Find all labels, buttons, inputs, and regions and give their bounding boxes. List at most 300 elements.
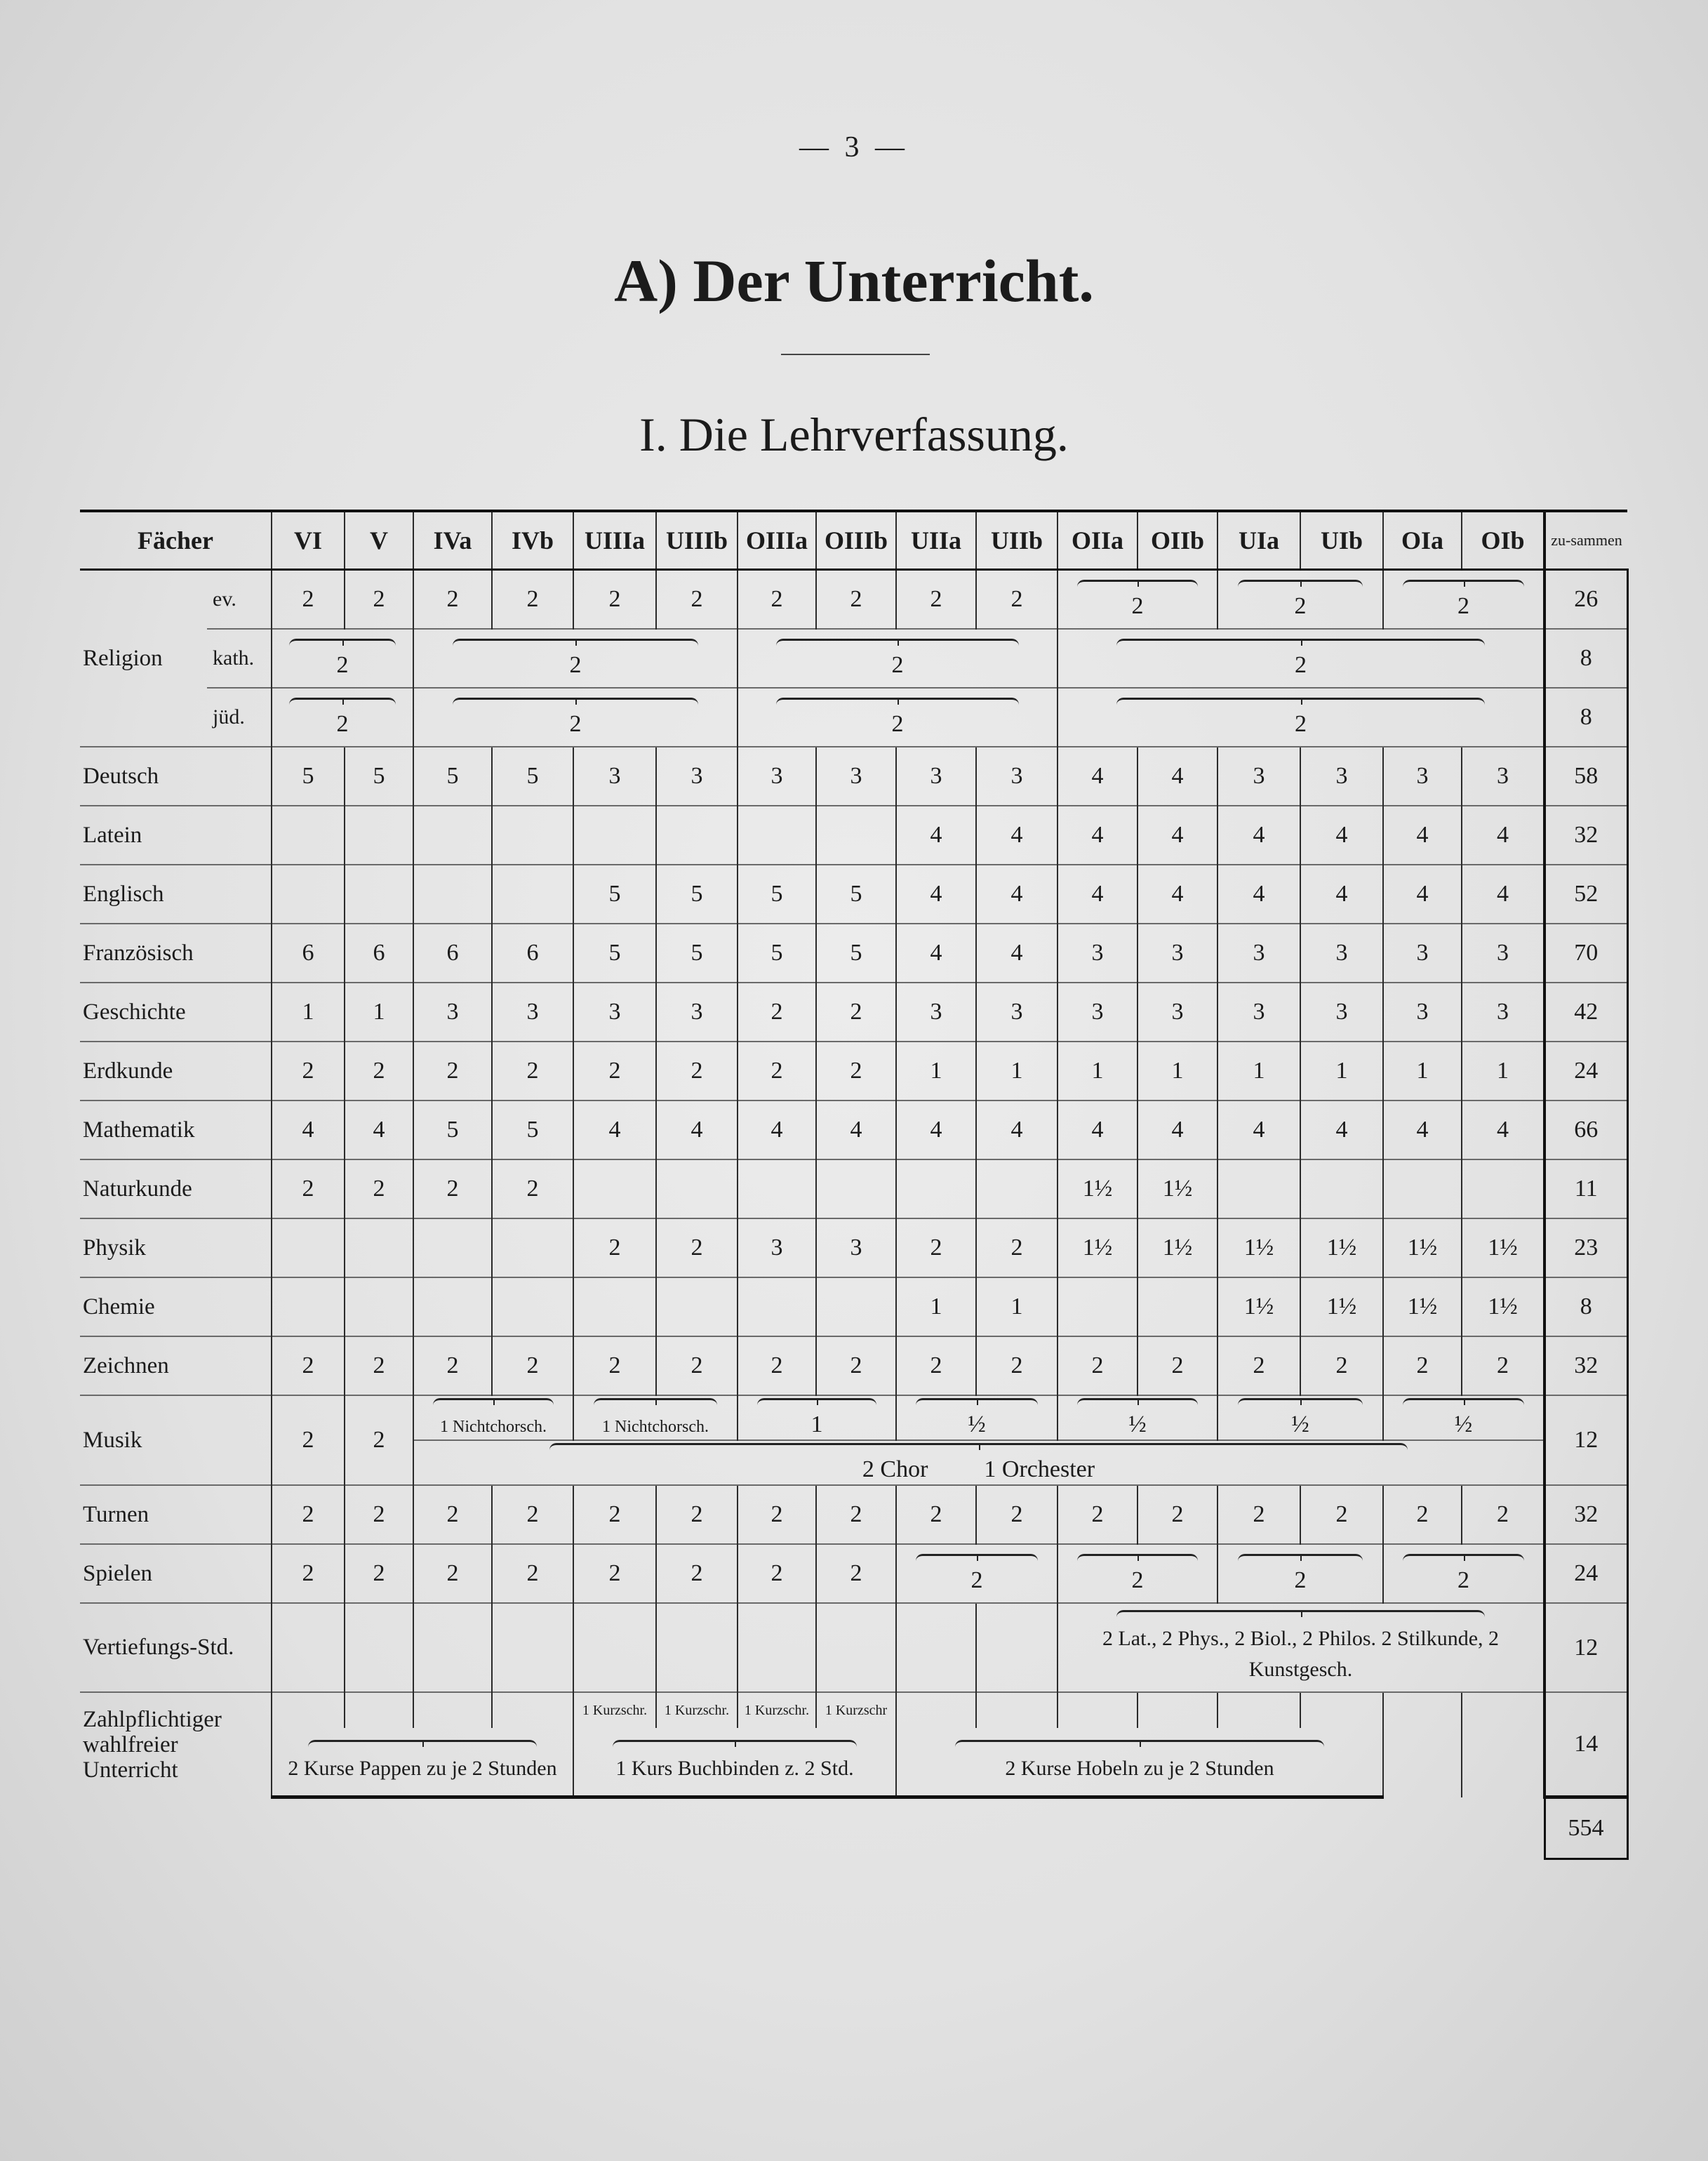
- cell-value: ½: [1454, 1411, 1473, 1437]
- table-cell: [1462, 1159, 1544, 1218]
- table-cell: [413, 1692, 492, 1728]
- cell-value: ½: [1128, 1411, 1147, 1437]
- table-cell: [1383, 1101, 1462, 1159]
- cell-value: 4: [1416, 822, 1429, 848]
- table-cell: [1137, 1159, 1217, 1218]
- table-cell: [345, 1692, 413, 1728]
- table-cell: [1217, 983, 1300, 1042]
- cell-value: 1: [1497, 1058, 1509, 1084]
- table-cell: [1137, 1101, 1217, 1159]
- row-total: [1544, 1544, 1627, 1603]
- row-label: [80, 1485, 272, 1544]
- cell-value: 1½: [1082, 1235, 1113, 1261]
- cell-value: 5: [850, 881, 862, 907]
- table-row: [80, 1485, 1627, 1544]
- brace-mark: [289, 639, 396, 648]
- table-cell: [345, 865, 413, 924]
- cell-value: 1½: [1488, 1235, 1518, 1261]
- table-cell: [1383, 1485, 1462, 1544]
- table-cell: [976, 865, 1058, 924]
- table-cell: [492, 983, 573, 1042]
- table-cell: [738, 688, 1058, 747]
- row-sublabel: [207, 629, 272, 688]
- header-col-OIIIb: OIIIb: [816, 511, 896, 570]
- row-total: [1544, 983, 1627, 1042]
- row-label-text: Latein: [83, 822, 142, 848]
- table-cell: [738, 806, 816, 865]
- table-cell: [1058, 1485, 1137, 1544]
- cell-value: 4: [1171, 822, 1184, 848]
- row-total: [1544, 806, 1627, 865]
- brace-mark: [613, 1740, 857, 1749]
- cell-value: 5: [770, 881, 783, 907]
- table-cell: [345, 1218, 413, 1277]
- table-cell: [1217, 1042, 1300, 1101]
- header-total: [1544, 511, 1627, 570]
- brace-mark: [594, 1398, 717, 1407]
- row-label-text: Geschichte: [83, 999, 186, 1025]
- table-cell: [1058, 747, 1137, 806]
- cell-value: 3: [1010, 999, 1023, 1025]
- cell-value: 2: [850, 1058, 862, 1084]
- table-cell: [1462, 1692, 1544, 1797]
- row-total: [1544, 1101, 1627, 1159]
- table-cell: [1058, 1042, 1137, 1101]
- row-label: [80, 1159, 272, 1218]
- table-cell: [738, 1336, 816, 1395]
- table-cell: [573, 1603, 656, 1692]
- table-cell: [1217, 1336, 1300, 1395]
- cell-value: 4: [1335, 822, 1348, 848]
- cell-value: 3: [446, 999, 459, 1025]
- table-cell: [896, 1603, 976, 1692]
- table-cell: [656, 1336, 738, 1395]
- table-cell: [573, 865, 656, 924]
- table-cell: [345, 1159, 413, 1218]
- row-total: [1544, 747, 1627, 806]
- table-cell: [413, 1544, 492, 1603]
- table-cell: [413, 629, 738, 688]
- table-cell: [896, 924, 976, 983]
- table-cell: [738, 570, 816, 630]
- table-cell: [413, 983, 492, 1042]
- cell-value: 1: [1091, 1058, 1104, 1084]
- cell-value: 3: [1497, 999, 1509, 1025]
- table-cell: [1217, 806, 1300, 865]
- cell-value: 2: [970, 1567, 983, 1593]
- cell-value: 3: [1335, 763, 1348, 789]
- course-cell: [573, 1728, 896, 1797]
- cell-value: 2: [1010, 1352, 1023, 1378]
- table-cell: [816, 1603, 896, 1692]
- cell-value: 5: [850, 940, 862, 966]
- cell-value: 2: [373, 1501, 385, 1527]
- row-label: [80, 1603, 272, 1692]
- table-cell: [272, 1277, 345, 1336]
- table-cell: [413, 806, 492, 865]
- table-cell: [1058, 1544, 1217, 1603]
- cell-value: 2: [608, 1058, 621, 1084]
- cell-value: 4: [1091, 881, 1104, 907]
- table-cell: [413, 1277, 492, 1336]
- row-label: [80, 983, 272, 1042]
- table-cell: [413, 1336, 492, 1395]
- cell-value: 2: [1335, 1501, 1348, 1527]
- table-cell: [1462, 1277, 1544, 1336]
- cell-value: 3: [1253, 999, 1265, 1025]
- table-cell: [1462, 983, 1544, 1042]
- cell-value: 4: [1335, 881, 1348, 907]
- cell-value: 2: [608, 1501, 621, 1527]
- table-cell: [1058, 629, 1544, 688]
- table-cell: [1058, 1277, 1137, 1336]
- table-cell: [573, 1336, 656, 1395]
- table-cell: [816, 865, 896, 924]
- cell-value: 2: [302, 1501, 314, 1527]
- cell-value: 6: [526, 940, 539, 966]
- table-cell: [272, 1485, 345, 1544]
- table-cell: [272, 1544, 345, 1603]
- table-cell: [1462, 1485, 1544, 1544]
- table-cell: [896, 1485, 976, 1544]
- cell-value: 3: [608, 999, 621, 1025]
- table-cell: [1058, 688, 1544, 747]
- row-sublabel-text: kath.: [213, 646, 255, 670]
- table-cell: [573, 1042, 656, 1101]
- table-cell: [413, 1101, 492, 1159]
- cell-value: 2: [1294, 1567, 1307, 1593]
- section-title: A) Der Unterricht.: [614, 247, 1094, 314]
- header-col-OIb: OIb: [1462, 511, 1544, 570]
- table-cell: [413, 865, 492, 924]
- table-cell: [345, 570, 413, 630]
- table-cell: [816, 983, 896, 1042]
- table-cell: [1383, 1218, 1462, 1277]
- cell-value: 3: [1253, 940, 1265, 966]
- cell-value: 2: [1295, 651, 1307, 678]
- cell-value: 1: [1010, 1294, 1023, 1319]
- brace-mark: [776, 698, 1018, 707]
- row-total-text: 32: [1574, 822, 1599, 848]
- row-sublabel-text: jüd.: [213, 705, 245, 729]
- table-cell: [1058, 1159, 1137, 1218]
- brace-mark: [1077, 580, 1198, 589]
- cell-value: 2: [526, 1176, 539, 1202]
- table-cell: [896, 983, 976, 1042]
- cell-value: 2 Lat., 2 Phys., 2 Biol., 2 Philos. 2 Stilkunde, 2 Kunstgesch.: [1102, 1627, 1500, 1681]
- table-cell: [492, 1485, 573, 1544]
- cell-value: 3: [1416, 763, 1429, 789]
- table-cell: [738, 983, 816, 1042]
- header-col-OIIa: OIIa: [1058, 511, 1137, 570]
- row-label: [80, 1336, 272, 1395]
- brace-mark: [1238, 1398, 1363, 1407]
- cell-value: 4: [1091, 763, 1104, 789]
- cell-value: 5: [608, 881, 621, 907]
- cell-value: 1: [1416, 1058, 1429, 1084]
- cell-value: 2: [930, 1501, 942, 1527]
- brace-mark: [1403, 1398, 1524, 1407]
- cell-value: 1½: [1488, 1294, 1518, 1319]
- row-total: [1544, 629, 1627, 688]
- cell-value: 3: [1335, 940, 1348, 966]
- table-row: [80, 570, 1627, 630]
- table-cell: [1300, 1692, 1383, 1728]
- table-cell: [1300, 924, 1383, 983]
- brace-mark: [916, 1554, 1037, 1563]
- cell-value: 3: [1253, 763, 1265, 789]
- cell-value: 1½: [1243, 1235, 1274, 1261]
- row-total: [1544, 1692, 1627, 1797]
- cell-value: 2: [1416, 1501, 1429, 1527]
- cell-value: 1½: [1162, 1176, 1193, 1202]
- row-label-text: Französisch: [83, 940, 194, 966]
- cell-value: 2: [302, 586, 314, 612]
- cell-value: 1 Kurzschr.: [744, 1702, 810, 1718]
- table-cell: [345, 1336, 413, 1395]
- table-row: [80, 924, 1627, 983]
- table-cell: [976, 1277, 1058, 1336]
- header-col-OIa: OIa: [1383, 511, 1462, 570]
- table-cell: [492, 747, 573, 806]
- table-cell: [492, 924, 573, 983]
- cell-value: 2: [891, 651, 904, 678]
- table-cell: [1383, 570, 1544, 630]
- table-cell: [492, 570, 573, 630]
- cell-value: 2: [336, 651, 349, 678]
- cell-value: 2: [1253, 1352, 1265, 1378]
- row-label: [80, 1101, 272, 1159]
- table-cell: [738, 1395, 896, 1440]
- header-col-IVb: IVb: [492, 511, 573, 570]
- table-cell: [738, 1485, 816, 1544]
- table-cell: [413, 1485, 492, 1544]
- table-cell: [345, 1485, 413, 1544]
- table-row: [80, 1603, 1627, 1692]
- table-row: [80, 983, 1627, 1042]
- cell-value: 1: [1171, 1058, 1184, 1084]
- cell-value: 2: [690, 1501, 703, 1527]
- table-cell: [492, 1603, 573, 1692]
- table-cell: [656, 1042, 738, 1101]
- orchester-label: 1 Orchester: [984, 1456, 1095, 1482]
- brace-mark: [916, 1398, 1037, 1407]
- course-cell: [896, 1728, 1383, 1797]
- cell-value: 4: [1497, 822, 1509, 848]
- cell-value: 4: [1497, 1117, 1509, 1143]
- table-cell: [1383, 806, 1462, 865]
- table-row: [80, 688, 1627, 747]
- table-cell: [573, 983, 656, 1042]
- row-total: [1544, 570, 1627, 630]
- table-cell: [656, 570, 738, 630]
- table-cell: [573, 1218, 656, 1277]
- table-cell: [896, 1218, 976, 1277]
- table-cell: [492, 1692, 573, 1728]
- cell-value: 2: [526, 1352, 539, 1378]
- table-cell: [573, 1485, 656, 1544]
- table-cell: [656, 1101, 738, 1159]
- cell-value: 4: [1010, 822, 1023, 848]
- brace-mark: [308, 1740, 536, 1749]
- table-cell: [1137, 1218, 1217, 1277]
- cell-value: 2: [1010, 586, 1023, 612]
- table-cell: [1300, 983, 1383, 1042]
- table-cell: [738, 1603, 816, 1692]
- cell-value: 2 Kurse Pappen zu je 2 Stunden: [288, 1756, 557, 1780]
- table-cell: [573, 1277, 656, 1336]
- table-cell: [1300, 806, 1383, 865]
- table-cell: [1137, 983, 1217, 1042]
- row-label: [80, 1218, 272, 1277]
- table-cell: [492, 806, 573, 865]
- cell-value: 4: [1253, 822, 1265, 848]
- table-cell: [656, 1277, 738, 1336]
- table-cell: [656, 1485, 738, 1544]
- cell-value: 2: [302, 1560, 314, 1586]
- cell-value: 2: [608, 586, 621, 612]
- table-cell: [1217, 924, 1300, 983]
- cell-value: 3: [1335, 999, 1348, 1025]
- table-cell: [896, 1544, 1058, 1603]
- cell-value: 4: [1253, 1117, 1265, 1143]
- cell-value: 5: [690, 940, 703, 966]
- cell-value: 1½: [1326, 1294, 1357, 1319]
- table-cell: [976, 1603, 1058, 1692]
- table-cell: [272, 924, 345, 983]
- table-cell: [272, 747, 345, 806]
- table-cell: [816, 1336, 896, 1395]
- table-cell: [1217, 1101, 1300, 1159]
- table-cell: [738, 1101, 816, 1159]
- row-label: [80, 1277, 272, 1336]
- brace-mark: [1403, 580, 1524, 589]
- table-cell: [976, 1101, 1058, 1159]
- table-cell: [976, 1336, 1058, 1395]
- table-cell: [345, 806, 413, 865]
- table-cell: [1217, 1544, 1383, 1603]
- header-subjects: Fächer: [80, 511, 272, 570]
- cell-value: 2: [373, 586, 385, 612]
- row-label: [80, 1395, 272, 1485]
- table-cell: [816, 1277, 896, 1336]
- header-col-UIa: UIa: [1217, 511, 1300, 570]
- cell-value: 1½: [1082, 1176, 1113, 1202]
- table-cell: [413, 688, 738, 747]
- cell-value: 2: [336, 710, 349, 737]
- row-label: [80, 924, 272, 983]
- table-cell: [738, 1544, 816, 1603]
- cell-value: 4: [608, 1117, 621, 1143]
- cell-value: 2: [446, 1560, 459, 1586]
- table-cell: [976, 1042, 1058, 1101]
- brace-mark: [1238, 1554, 1363, 1563]
- cell-value: 2: [373, 1352, 385, 1378]
- table-cell: [345, 1395, 413, 1485]
- cell-value: 2: [302, 1176, 314, 1202]
- cell-value: 4: [1497, 881, 1509, 907]
- brace-mark: [433, 1398, 554, 1407]
- cell-value: ½: [968, 1411, 986, 1437]
- cell-value: 2: [569, 651, 582, 678]
- cell-value: 2: [1010, 1501, 1023, 1527]
- cell-value: 2: [373, 1058, 385, 1084]
- cell-value: 2: [446, 1501, 459, 1527]
- table-cell: [1383, 1277, 1462, 1336]
- table-cell: [1383, 1159, 1462, 1218]
- cell-value: 2: [930, 1352, 942, 1378]
- cell-value: 2: [1010, 1235, 1023, 1261]
- table-cell: [345, 1277, 413, 1336]
- cell-value: 4: [1091, 1117, 1104, 1143]
- row-label-text: Englisch: [83, 881, 164, 907]
- row-total-text: 42: [1574, 999, 1599, 1025]
- table-cell: [738, 1692, 816, 1728]
- table-cell: [272, 570, 345, 630]
- cell-value: 3: [850, 1235, 862, 1261]
- cell-value: 2: [526, 1501, 539, 1527]
- table-cell: [492, 1042, 573, 1101]
- table-cell: [896, 747, 976, 806]
- table-cell: [1137, 806, 1217, 865]
- row-total: [1544, 1042, 1627, 1101]
- table-cell: [573, 570, 656, 630]
- cell-value: 1½: [1162, 1235, 1193, 1261]
- cell-value: 5: [608, 940, 621, 966]
- table-cell: [816, 1692, 896, 1728]
- row-label-text: Zeichnen: [83, 1352, 169, 1378]
- table-row: [80, 747, 1627, 806]
- row-label: [80, 1692, 272, 1797]
- table-cell: [1383, 924, 1462, 983]
- table-cell: [976, 570, 1058, 630]
- cell-value: 4: [930, 822, 942, 848]
- brace-mark: [453, 639, 698, 648]
- table-cell: [896, 865, 976, 924]
- table-cell: [272, 1042, 345, 1101]
- table-cell: [816, 1101, 896, 1159]
- row-label: [80, 1042, 272, 1101]
- table-cell: [1217, 1218, 1300, 1277]
- row-total-text: 24: [1574, 1058, 1599, 1084]
- cell-value: 2: [770, 1058, 783, 1084]
- cell-value: 1½: [1326, 1235, 1357, 1261]
- cell-value: 4: [373, 1117, 385, 1143]
- cell-value: 4: [1010, 1117, 1023, 1143]
- cell-value: 3: [1171, 940, 1184, 966]
- row-label-text: Vertiefungs-Std.: [83, 1635, 234, 1660]
- table-cell: [1462, 924, 1544, 983]
- table-cell: [413, 1395, 573, 1440]
- cell-value: 2: [690, 1352, 703, 1378]
- row-total: [1544, 688, 1627, 747]
- cell-value: 1 Nichtchorsch.: [440, 1417, 547, 1436]
- table-cell: [272, 865, 345, 924]
- table-cell: [1462, 747, 1544, 806]
- brace-mark: [1116, 1610, 1485, 1619]
- table-cell: [1462, 1101, 1544, 1159]
- table-cell: [1217, 1159, 1300, 1218]
- cell-value: 4: [1253, 881, 1265, 907]
- header-total-label: zu-sammen: [1551, 531, 1622, 549]
- table-cell: [656, 1159, 738, 1218]
- table-cell: [492, 1277, 573, 1336]
- table-row: [80, 629, 1627, 688]
- table-cell: [1058, 1336, 1137, 1395]
- row-total: [1544, 924, 1627, 983]
- table-cell: [896, 1395, 1058, 1440]
- cell-value: 2: [930, 586, 942, 612]
